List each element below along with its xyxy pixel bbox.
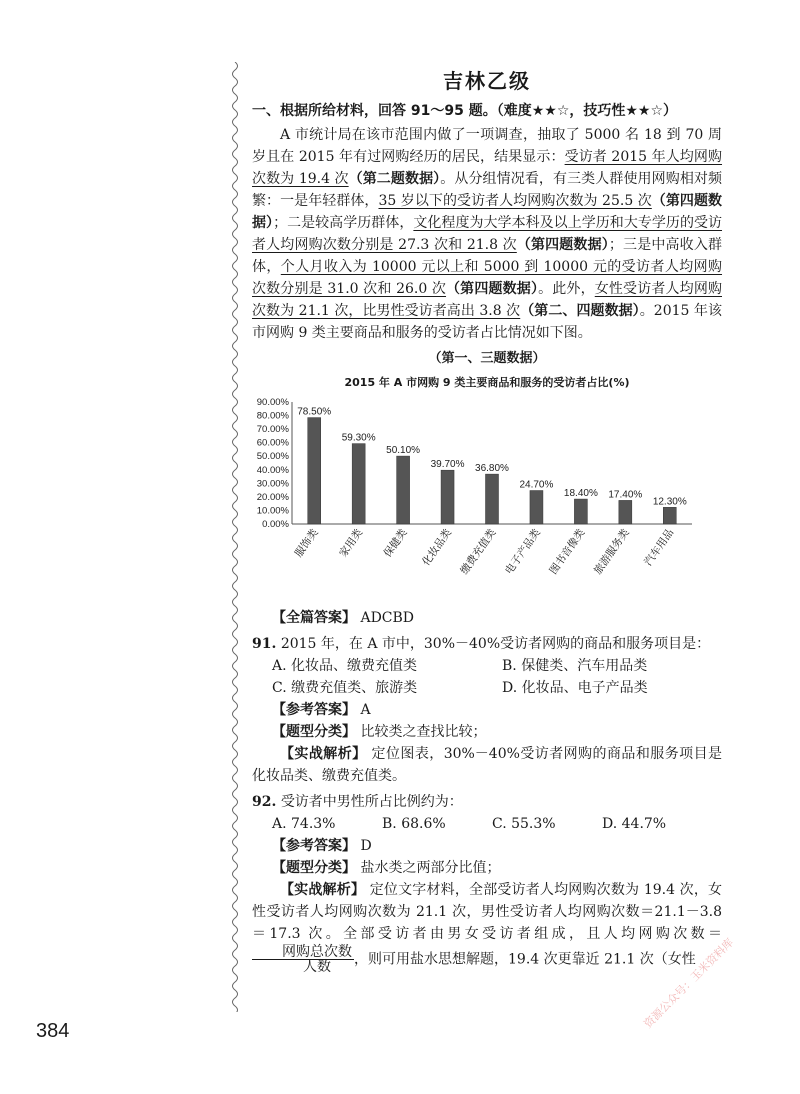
fraction-numerator: 网购总次数 [252,945,354,960]
page-number: 384 [36,1020,70,1042]
option-a[interactable]: A. 化妆品、缴费充值类 [272,658,418,674]
data-label: 18.40% [563,488,598,500]
page-title: 吉林乙级 [443,69,531,93]
x-tick-label: 旅游服务类 [591,526,632,577]
underlined-fact: 个人月收入为 10000 元以上和 5000 到 10000 元的受访者人均网购次数分别是 31.0 次和 26.0 次 [252,259,723,297]
question-number: 91. [252,636,277,652]
y-tick-label: 20.00% [256,491,289,503]
analysis-text: 定位文字材料，全部受访者人均网购次数为 19.4 次，女性受访者人均网购次数为 21.1 次，男性受访者人均网购次数＝21.1－3.8＝17.3 次。全部受访者由男女受访者组成，且人均网购次数＝ [252,882,722,942]
options [252,813,722,835]
ref-answer-value: A [360,702,371,718]
x-tick-label: 图书音像类 [547,526,588,577]
options [252,655,722,699]
option-c[interactable]: C. 55.3% [492,816,556,832]
bar [619,500,632,524]
question-91 [252,633,722,787]
y-tick-label: 0.00% [262,519,289,530]
bar [397,456,410,524]
full-answer-line [252,607,722,629]
type-value: 盐水类之两部分比值； [360,860,501,876]
chart-title: 2015 年 A 市网购 9 类主要商品和服务的受访者占比(%) [344,376,630,389]
passage-text: 。从分组情况看，有三类人群使用网购相对频繁：一是年轻群体， [252,171,722,209]
underlined-fact: 35 岁以下的受访者人均网购次数为 25.5 次 [378,193,652,209]
option-d[interactable]: D. 44.7% [602,816,667,832]
fraction [252,945,354,974]
analysis-label: 【实战解析】 [280,882,366,898]
y-tick-label: 10.00% [256,505,289,517]
question-tag: （第四题数据） [446,281,539,297]
data-label: 50.10% [386,445,421,457]
analysis [252,879,722,974]
y-tick-label: 80.00% [256,410,289,422]
y-tick-label: 70.00% [256,424,289,436]
passage-text: A 市统计局在该市范围内做了一项调查，抽取了 5000 名 18 到 70 周岁且在 2015 年有过网购经历的居民，结果显示： [252,127,722,165]
ref-answer-value: D [360,838,372,854]
analysis [252,743,722,787]
type-label: 【题型分类】 [272,724,356,740]
section-heading: 一、根据所给材料，回答 91～95 题。（难度★★☆，技巧性★★☆） [252,103,678,119]
x-tick-label: 汽车用品 [642,526,677,569]
ref-answer-label: 【参考答案】 [272,702,356,718]
chart-caption: （第一、三题数据） [428,351,546,366]
underlined-fact: 文化程度为大学本科及以上学历和大专学历的受访者人均网购次数分别是 27.3 次和 21.8 次 [252,215,723,253]
margin-wavy-line [228,62,242,1012]
passage-paragraph [252,124,722,344]
type-value: 比较类之查找比较； [360,724,487,740]
question-92 [252,791,722,974]
data-label: 24.70% [519,479,554,491]
question-tag: （第二、四题数据） [520,303,640,319]
option-a[interactable]: A. 74.3% [272,816,336,832]
analysis-label: 【实战解析】 [280,746,367,762]
data-label: 36.80% [475,463,509,475]
underlined-fact: 女性受访者人均网购次数为 21.1 次，比男性受访者高出 3.8 次 [252,281,722,319]
question-tag: （第二题数据） [348,171,441,187]
passage-text: 。此外， [538,281,595,297]
bar [441,470,454,524]
option-b[interactable]: B. 68.6% [382,816,446,832]
bar [663,507,676,524]
bar [574,499,587,524]
bar-chart-svg [252,394,722,599]
option-b[interactable]: B. 保健类、汽车用品类 [502,658,648,674]
x-tick-label: 保健类 [381,526,410,560]
bar [530,491,543,524]
type-label: 【题型分类】 [272,860,356,876]
data-label: 17.40% [608,489,643,501]
option-d[interactable]: D. 化妆品、电子产品类 [502,680,648,696]
bar [352,444,365,524]
x-tick-label: 电子产品类 [502,526,543,577]
y-tick-label: 30.00% [256,478,289,490]
full-answer-label: 【全篇答案】 [272,610,356,626]
y-tick-label: 60.00% [256,437,289,449]
data-label: 78.50% [297,406,332,418]
analysis-text: 定位图表，30%－40%受访者网购的商品和服务项目是化妆品类、缴费充值类。 [252,746,723,784]
option-c[interactable]: C. 缴费充值类、旅游类 [272,680,418,696]
x-tick-label: 服饰类 [292,526,321,560]
x-tick-label: 家用类 [337,526,366,560]
passage-text: 。2015 年该市网购 9 类主要商品和服务的受访者占比情况如下图。 [252,303,722,341]
question-stem: 受访者中男性所占比例约为： [280,794,463,810]
bar-chart [252,394,722,599]
passage-text: ；三是中高收入群体， [252,237,722,275]
passage-text: ；二是较高学历群体， [273,215,414,231]
full-answer-value: ADCBD [360,610,415,626]
analysis-tail: ，则可用盐水思想解题，19.4 次更靠近 21.1 次（女性 [354,951,696,968]
x-tick-label: 缴费充值类 [458,526,499,577]
question-tag: （第四题数据） [516,237,609,253]
x-tick-label: 化妆品类 [420,526,455,569]
page-content [252,70,722,974]
question-number: 92. [252,794,277,810]
question-tag: （第四题数据） [252,193,723,231]
y-tick-label: 90.00% [256,397,289,408]
data-label: 12.30% [652,496,687,508]
y-tick-label: 50.00% [256,451,289,463]
ref-answer-label: 【参考答案】 [272,838,356,854]
underlined-fact: 受访者 2015 年人均网购次数为 19.4 次 [252,149,723,187]
y-tick-label: 40.00% [256,464,289,476]
bar [486,474,499,524]
fraction-denominator: 人数 [303,959,331,975]
data-label: 39.70% [430,459,465,471]
watermark: 资源公众号：玉米资料库 [641,935,737,1031]
bar [308,418,321,524]
data-label: 59.30% [341,432,376,444]
question-stem: 2015 年，在 A 市中，30%－40%受访者网购的商品和服务项目是： [280,636,711,652]
